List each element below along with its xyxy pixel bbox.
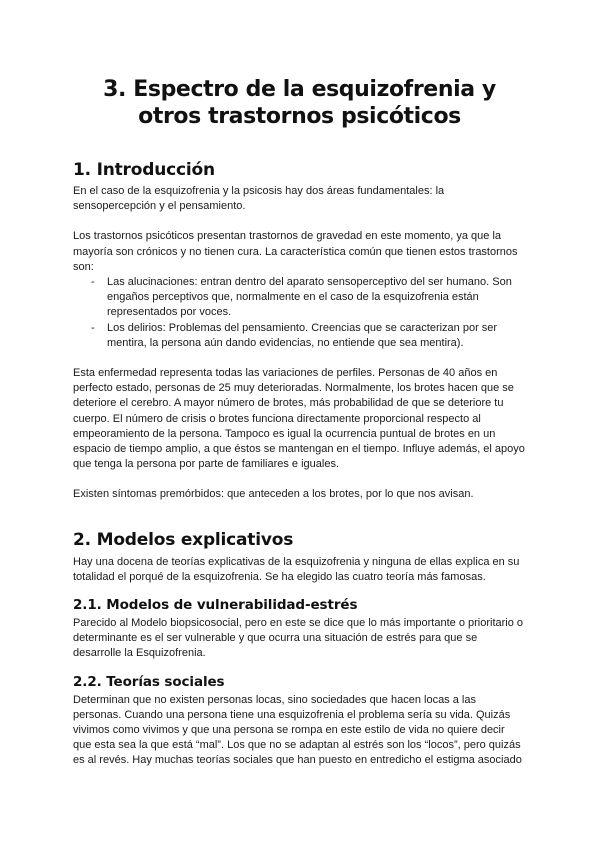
vulnerabilidad-paragraph: Parecido al Modelo biopsicosocial, pero en este se dice que lo más importante o prioritario o determinante es el ser vulnerable y que ocurra una situación de estrés para que se desarrolle la Esquizofrenia. [73,617,524,660]
intro-paragraph-1: En el caso de la esquizofrenia y la psicosis hay dos áreas fundamentales: la sensopercepción y el pensamiento. [73,185,445,213]
subsection-heading-vulnerabilidad: 2.1. Modelos de vulnerabilidad-estrés [73,597,358,614]
modelos-paragraph: Hay una docena de teorías explicativas de la esquizofrenia y ninguna de ellas explica en su totalidad el porqué de la esquizofrenia. Se ha elegido las cuatro teoría más famosas. [73,555,520,583]
bullet-dash: - [91,321,95,334]
bullet-dash: - [91,276,95,289]
list-item-text: Los delirios: Problemas del pensamiento. Creencias que se caracterizan por ser mentira, la persona aún dando evidencias, no entiende que sea mentira). [107,321,498,349]
symptoms-list [73,275,526,351]
intro-paragraph-4: Existen síntomas premórbidos: que anteceden a los brotes, por lo que nos avisan. [73,488,474,501]
list-item [91,321,526,351]
teorias-sociales-paragraph: Determinan que no existen personas locas, sino sociedades que hacen locas a las personas. Cuando una persona tiene una esquizofrenia el problema sería su vida. Quizás vivimos como vivimos y que una persona se rompa en este estilo de vida no quiere decir que esta sea la que está “mal”. Los que no se adaptan al estrés son los “locos”, pero quizás es al revés. Hay muchas teorías sociales que han puesto en entredicho el estigma asociado [73,693,522,767]
intro-paragraph-3: Esta enfermedad representa todas las variaciones de perfiles. Personas de 40 años en perfecto estado, personas de 25 muy deterioradas. Normalmente, los brotes hacen que se deteriore el cerebro. A mayor número de brotes, más probabilidad de que se deteriore tu cuerpo. El número de crisis o brotes funciona directamente proporcional respecto al empeoramiento de la persona. Tampoco es igual la ocurrencia puntual de brotes en un espacio de tiempo amplio, a que éstos se mantengan en el tiempo. Influye además, el apoyo que tenga la persona por parte de familiares e iguales. [73,367,525,471]
list-item-text: Las alucinaciones: entran dentro del aparato sensoperceptivo del ser humano. Son engaños perceptivos que, normalmente en el caso de la esquizofrenia están representados por voces. [107,276,512,319]
document-title: 3. Espectro de la esquizofrenia y otros trastornos psicóticos [103,77,496,129]
subsection-heading-teorias-sociales: 2.2. Teorías sociales [73,673,225,690]
section-heading-introduccion: 1. Introducción [73,160,215,180]
intro-paragraph-2: Los trastornos psicóticos presentan trastornos de gravedad en este momento, ya que la mayoría son crónicos y no tienen cura. La característica común que tienen estos trastornos son: [73,230,518,273]
section-heading-modelos: 2. Modelos explicativos [73,529,294,550]
list-item [91,275,526,321]
